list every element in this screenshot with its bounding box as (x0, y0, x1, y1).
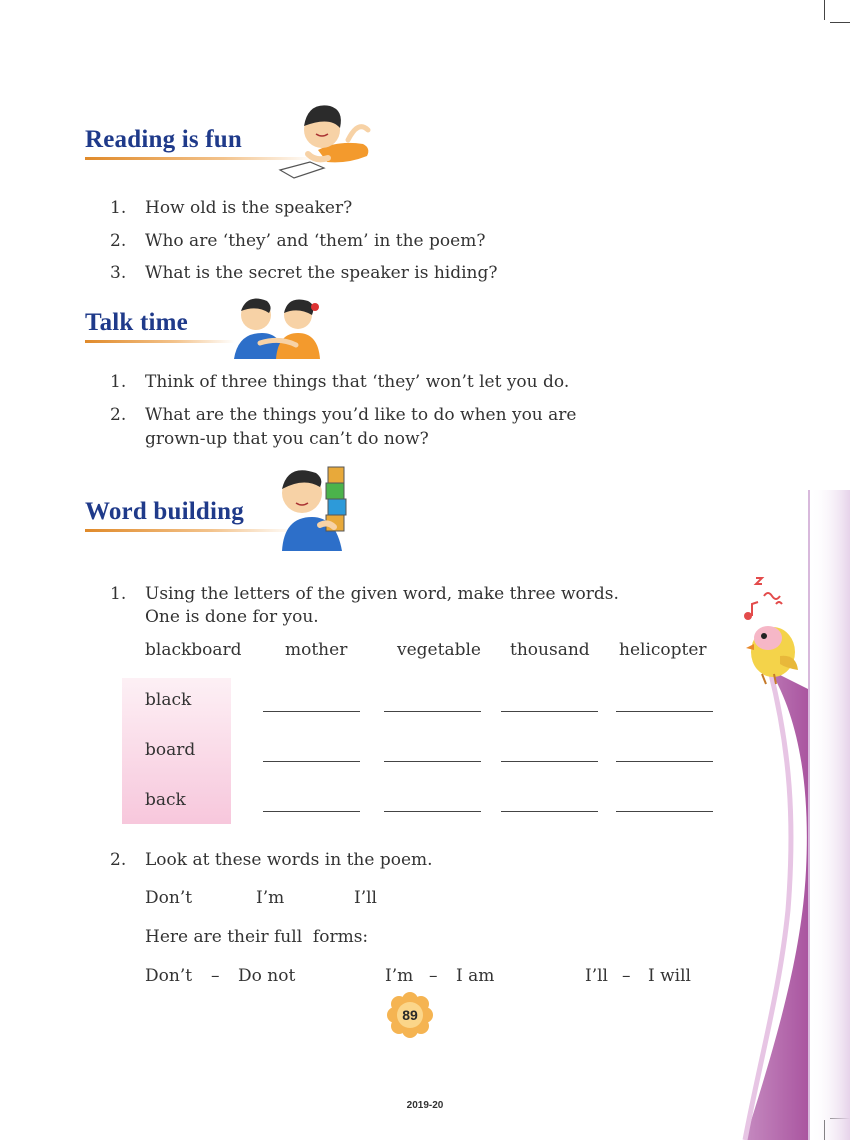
word-building-section-title: Word building (85, 498, 244, 525)
page-number: 89 (402, 1007, 418, 1023)
page-number-badge (387, 992, 433, 1038)
answer-blank[interactable] (616, 761, 713, 762)
contraction-dont: Don’t (145, 888, 193, 908)
reading-q3-number: 3. (110, 263, 127, 283)
given-word-helicopter: helicopter (619, 640, 707, 660)
pair-ill-full: I will (648, 966, 691, 986)
talk-title-underline (85, 340, 235, 343)
word-building-title-underline (85, 529, 295, 532)
reading-q2-number: 2. (110, 231, 127, 251)
answer-blank[interactable] (616, 811, 713, 812)
answer-blank[interactable] (501, 811, 598, 812)
reading-section-title: Reading is fun (85, 126, 243, 153)
given-word-thousand: thousand (510, 640, 590, 660)
word-building-q1-text-line2: One is done for you. (145, 607, 319, 627)
given-word-vegetable: vegetable (397, 640, 481, 660)
footer-year: 2019-20 (406, 1100, 444, 1111)
answer-blank[interactable] (384, 811, 481, 812)
answer-blank[interactable] (384, 711, 481, 712)
pair-im-dash: – (429, 966, 438, 986)
word-building-q1-number: 1. (110, 584, 127, 604)
talk-q2-number: 2. (110, 405, 127, 425)
talk-q2-text-line1: What are the things you’d like to do when you are (145, 405, 577, 425)
pair-ill-short: I’ll (585, 966, 608, 986)
answer-blank[interactable] (263, 761, 360, 762)
two-children-talking-illustration (230, 293, 325, 363)
given-word-blackboard: blackboard (145, 640, 242, 660)
pair-im-short: I’m (385, 966, 414, 986)
answer-blank[interactable] (501, 711, 598, 712)
pair-im-full: I am (456, 966, 495, 986)
answer-blank[interactable] (263, 711, 360, 712)
answer-blank[interactable] (384, 761, 481, 762)
word-building-q2-text: Look at these words in the poem. (145, 850, 433, 870)
talk-q1-number: 1. (110, 372, 127, 392)
reading-q1-text: How old is the speaker? (145, 198, 353, 218)
talk-q1-text: Think of three things that ‘they’ won’t let you do. (145, 372, 570, 392)
talk-q2-text-line2: grown-up that you can’t do now? (145, 429, 429, 449)
pair-dont-full: Do not (238, 966, 296, 986)
word-building-q1-text-line1: Using the letters of the given word, make three words. (145, 584, 619, 604)
crop-mark-top-vertical (824, 0, 825, 20)
example-word-board: board (145, 740, 196, 760)
example-word-back: back (145, 790, 186, 810)
boy-with-letter-blocks-illustration (272, 463, 362, 553)
answer-blank[interactable] (263, 811, 360, 812)
full-forms-label: Here are their full forms: (145, 927, 369, 947)
talk-section-title: Talk time (85, 309, 188, 336)
reading-q2-text: Who are ‘they’ and ‘them’ in the poem? (145, 231, 486, 251)
answer-blank[interactable] (501, 761, 598, 762)
contraction-im: I’m (256, 888, 285, 908)
example-word-black: black (145, 690, 192, 710)
word-building-q2-number: 2. (110, 850, 127, 870)
singing-bird-illustration (738, 570, 808, 690)
pair-dont-short: Don’t (145, 966, 193, 986)
given-word-mother: mother (285, 640, 348, 660)
contraction-ill: I’ll (354, 888, 377, 908)
reading-q1-number: 1. (110, 198, 127, 218)
crop-mark-top-horizontal (830, 22, 850, 23)
reading-q3-text: What is the secret the speaker is hiding? (145, 263, 498, 283)
pair-ill-dash: – (622, 966, 631, 986)
pair-dont-dash: – (211, 966, 220, 986)
girl-reading-illustration (278, 100, 373, 182)
answer-blank[interactable] (616, 711, 713, 712)
